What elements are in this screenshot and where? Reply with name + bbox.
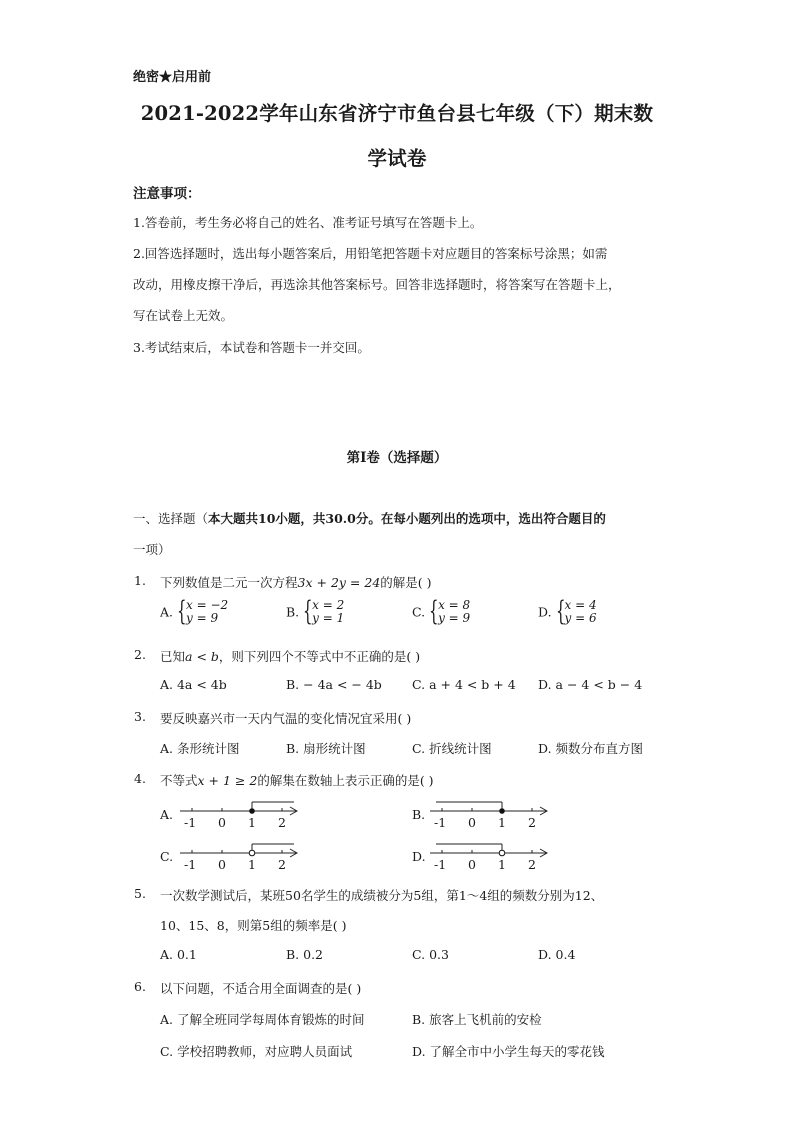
option-4d[interactable]: D. — [412, 849, 426, 864]
notice-item-2-line1: 2.回答选择题时，选出每小题答案后，用铅笔把答题卡对应题目的答案标号涂黑；如需 — [133, 246, 608, 261]
notice-item-2-line3: 写在试卷上无效。 — [133, 308, 234, 323]
number-line-4c: -1 0 1 2 — [178, 841, 308, 865]
option-3b[interactable]: B. 扇形统计图 — [286, 741, 366, 756]
question-number: 4. — [134, 771, 146, 786]
number-line-4b: -1 0 1 2 — [428, 799, 558, 823]
notice-item-2-line2: 改动，用橡皮擦干净后，再选涂其他答案标号。回答非选择题时，将答案写在答题卡上， — [133, 277, 621, 292]
option-6c[interactable]: C. 学校招聘教师，对应聘人员面试 — [160, 1044, 353, 1059]
option-6a[interactable]: A. 了解全班同学每周体育锻炼的时间 — [160, 1012, 365, 1027]
notice-item-1: 1.答卷前，考生务必将自己的姓名、准考证号填写在答题卡上。 — [133, 215, 483, 230]
exam-title-line2: 学试卷 — [367, 147, 427, 170]
question-number: 1. — [134, 573, 146, 588]
option-5a[interactable]: A. 0.1 — [160, 947, 197, 962]
option-3d[interactable]: D. 频数分布直方图 — [538, 741, 644, 756]
option-5d[interactable]: D. 0.4 — [538, 947, 576, 962]
number-line-4a: -1 0 1 2 — [178, 799, 308, 823]
option-1c[interactable]: C. { x = 8 y = 9 — [412, 596, 471, 627]
section-heading-line2: 一项） — [133, 542, 171, 557]
option-1d[interactable]: D. { x = 4 y = 6 — [538, 596, 597, 627]
option-5b[interactable]: B. 0.2 — [286, 947, 324, 962]
confidential-mark: 绝密★启用前 — [133, 70, 212, 85]
option-1a[interactable]: A. { x = −2 y = 9 — [160, 596, 229, 627]
exam-title-line1: 2021-2022学年山东省济宁市鱼台县七年级（下）期末数 — [140, 102, 654, 125]
section-heading-line1: 一、选择题（本大题共10小题，共30.0分。在每小题列出的选项中，选出符合题目的 — [133, 511, 606, 526]
notice-heading: 注意事项： — [133, 186, 201, 202]
question-6-stem: 以下问题，不适合用全面调查的是( ) — [160, 981, 362, 996]
question-5-stem-line2: 10、15、8，则第5组的频率是( ) — [160, 918, 347, 933]
number-line-4c-graphic — [178, 841, 308, 865]
option-2c[interactable]: C. a + 4 < b + 4 — [412, 677, 516, 692]
option-4b[interactable]: B. — [412, 807, 426, 822]
option-4a[interactable]: A. — [160, 807, 174, 822]
question-5-stem-line1: 一次数学测试后，某班50名学生的成绩被分为5组，第1～4组的频数分别为12、 — [160, 888, 604, 903]
option-3a[interactable]: A. 条形统计图 — [160, 741, 240, 756]
question-3-stem: 要反映嘉兴市一天内气温的变化情况宜采用( ) — [160, 711, 412, 726]
option-5c[interactable]: C. 0.3 — [412, 947, 449, 962]
number-line-4d-graphic — [428, 841, 558, 865]
number-line-4a-graphic — [178, 799, 308, 823]
question-number: 6. — [134, 979, 146, 994]
part-title: 第I卷（选择题） — [346, 450, 448, 466]
notice-item-3: 3.考试结束后，本试卷和答题卡一并交回。 — [133, 340, 370, 355]
option-6d[interactable]: D. 了解全市中小学生每天的零花钱 — [412, 1044, 605, 1059]
option-2a[interactable]: A. 4a < 4b — [160, 677, 227, 692]
number-line-4b-graphic — [428, 799, 558, 823]
question-2-stem: 已知a < b，则下列四个不等式中不正确的是( ) — [160, 649, 421, 664]
option-2b[interactable]: B. − 4a < − 4b — [286, 677, 382, 692]
question-number: 3. — [134, 709, 146, 724]
option-4c[interactable]: C. — [160, 849, 174, 864]
number-line-4d: -1 0 1 2 — [428, 841, 558, 865]
option-6b[interactable]: B. 旅客上飞机前的安检 — [412, 1012, 542, 1027]
option-1b[interactable]: B. { x = 2 y = 1 — [286, 596, 345, 627]
option-3c[interactable]: C. 折线统计图 — [412, 741, 492, 756]
question-4-stem: 不等式x + 1 ≥ 2的解集在数轴上表示正确的是( ) — [160, 773, 434, 788]
question-number: 2. — [134, 647, 146, 662]
question-number: 5. — [134, 886, 146, 901]
option-2d[interactable]: D. a − 4 < b − 4 — [538, 677, 643, 692]
question-1-stem: 下列数值是二元一次方程3x + 2y = 24的解是( ) — [160, 575, 432, 590]
